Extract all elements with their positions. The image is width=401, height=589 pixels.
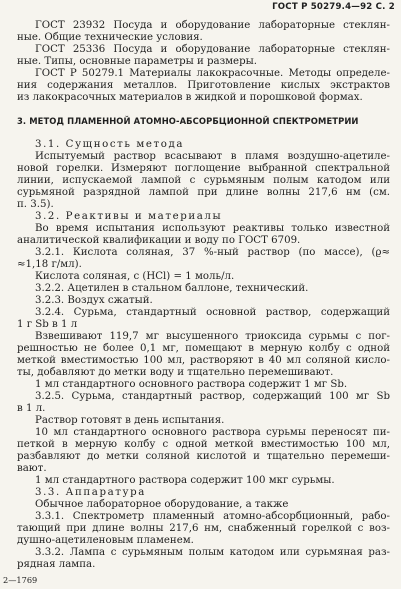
text-line: петкой в мерную колбу с одной меткой вместимостью 100 мл, xyxy=(17,439,390,450)
text-line: 3.3. Аппаратура xyxy=(35,487,146,498)
text-line: линии, испускаемой лампой с сурьмяным полым катодом или xyxy=(17,175,390,186)
text-line: Раствор готовят в день испытания. xyxy=(35,415,225,426)
text-line: Кислота соляная, c (HCl) = 1 моль/л. xyxy=(35,271,235,282)
text-line: рядная лампа. xyxy=(17,559,96,570)
text-line: Взвешивают 119,7 мг высушенного триоксида сурьмы с пог- xyxy=(35,331,390,342)
text-line: душно-ацетиленовым пламенем. xyxy=(17,535,194,546)
reference-line: ния содержания металлов. Приготовление кислых экстрактов xyxy=(17,80,390,91)
text-line: 3.2.2. Ацетилен в стальном баллоне, технический. xyxy=(35,283,309,294)
text-line: Во время испытания используют реактивы только известной xyxy=(35,223,390,234)
section-body xyxy=(17,139,390,571)
text-line: тающий при длине волны 217,6 нм, снабженный горелкой с воз- xyxy=(17,523,390,534)
spacer xyxy=(17,128,390,139)
running-header: ГОСТ Р 50279.4—92 С. 2 xyxy=(272,2,395,12)
text-line: 3.2.5. Сурьма, стандартный раствор, содержащий 100 мг Sb xyxy=(35,391,390,402)
text-line: вают. xyxy=(17,463,47,474)
section-title: 3. МЕТОД ПЛАМЕННОЙ АТОМНО-АБСОРБЦИОННОЙ СПЕКТРОМЕТРИИ xyxy=(17,116,359,126)
text-line: 3.2. Реактивы и материалы xyxy=(35,211,223,222)
reference-line: ные. Общие технические условия. xyxy=(17,32,203,43)
text-line: в 1 л. xyxy=(17,403,46,414)
text-line: новой горелки. Измеряют поглощение выбранной спектральной xyxy=(17,163,390,174)
text-line: 1 г Sb в 1 л xyxy=(17,319,78,330)
text-line: 3.1. Сущность метода xyxy=(35,139,185,150)
reference-line: ГОСТ 25336 Посуда и оборудование лабораторные стеклян- xyxy=(35,44,390,55)
text-line: Обычное лабораторное оборудование, а также xyxy=(35,499,289,510)
reference-line: из лакокрасочных материалов в жидкой и порошковой формах. xyxy=(17,92,363,103)
text-line: 3.2.3. Воздух сжатый. xyxy=(35,295,153,306)
text-line: Испытуемый раствор всасывают в пламя воздушно-ацетиле- xyxy=(35,151,390,162)
text-line: 1 мл стандартного раствора содержит 100 мкг сурьмы. xyxy=(35,475,335,486)
print-mark: 2—1769 xyxy=(3,575,38,585)
references-block xyxy=(17,20,390,104)
reference-line: ГОСТ 23932 Посуда и оборудование лабораторные стеклян- xyxy=(35,20,390,31)
text-line: 10 мл стандартного основного раствора сурьмы переносят пи- xyxy=(35,427,390,438)
text-line: ≈1,18 г/мл). xyxy=(17,259,82,270)
text-line: решностью не более 0,1 мг, помещают в мерную колбу с одной xyxy=(17,343,390,354)
text-line: 1 мл стандартного основного раствора содержит 1 мг Sb. xyxy=(35,379,348,390)
text-line: 3.3.1. Спектрометр пламенный атомно-абсорбционный, рабо- xyxy=(35,511,390,522)
text-line: 3.3.2. Лампа с сурьмяным полым катодом или сурьмяная раз- xyxy=(35,547,390,558)
reference-line: ГОСТ Р 50279.1 Материалы лакокрасочные. Методы определе- xyxy=(35,68,390,79)
text-line: п. 3.5). xyxy=(17,199,54,210)
page-body xyxy=(17,20,390,571)
text-line: разбавляют до метки соляной кислотой и тщательно перемеши- xyxy=(17,451,390,462)
text-line: аналитической квалификации и воду по ГОСТ 6709. xyxy=(17,235,301,246)
reference-line: ные. Типы, основные параметры и размеры. xyxy=(17,56,257,67)
text-line: 3.2.1. Кислота соляная, 37 %-ный раствор (по массе), (ϱ≈ xyxy=(35,247,390,258)
spacer xyxy=(17,104,390,115)
text-line: сурьмяной разрядной лампой при длине волны 217,6 нм (см. xyxy=(17,187,390,198)
text-line: 3.2.4. Сурьма, стандартный основной раствор, содержащий xyxy=(35,307,390,318)
text-line: ты, добавляют до метки воду и тщательно перемешивают. xyxy=(17,367,334,378)
text-line: меткой вместимостью 100 мл, растворяют в 40 мл соляной кисло- xyxy=(17,355,390,366)
